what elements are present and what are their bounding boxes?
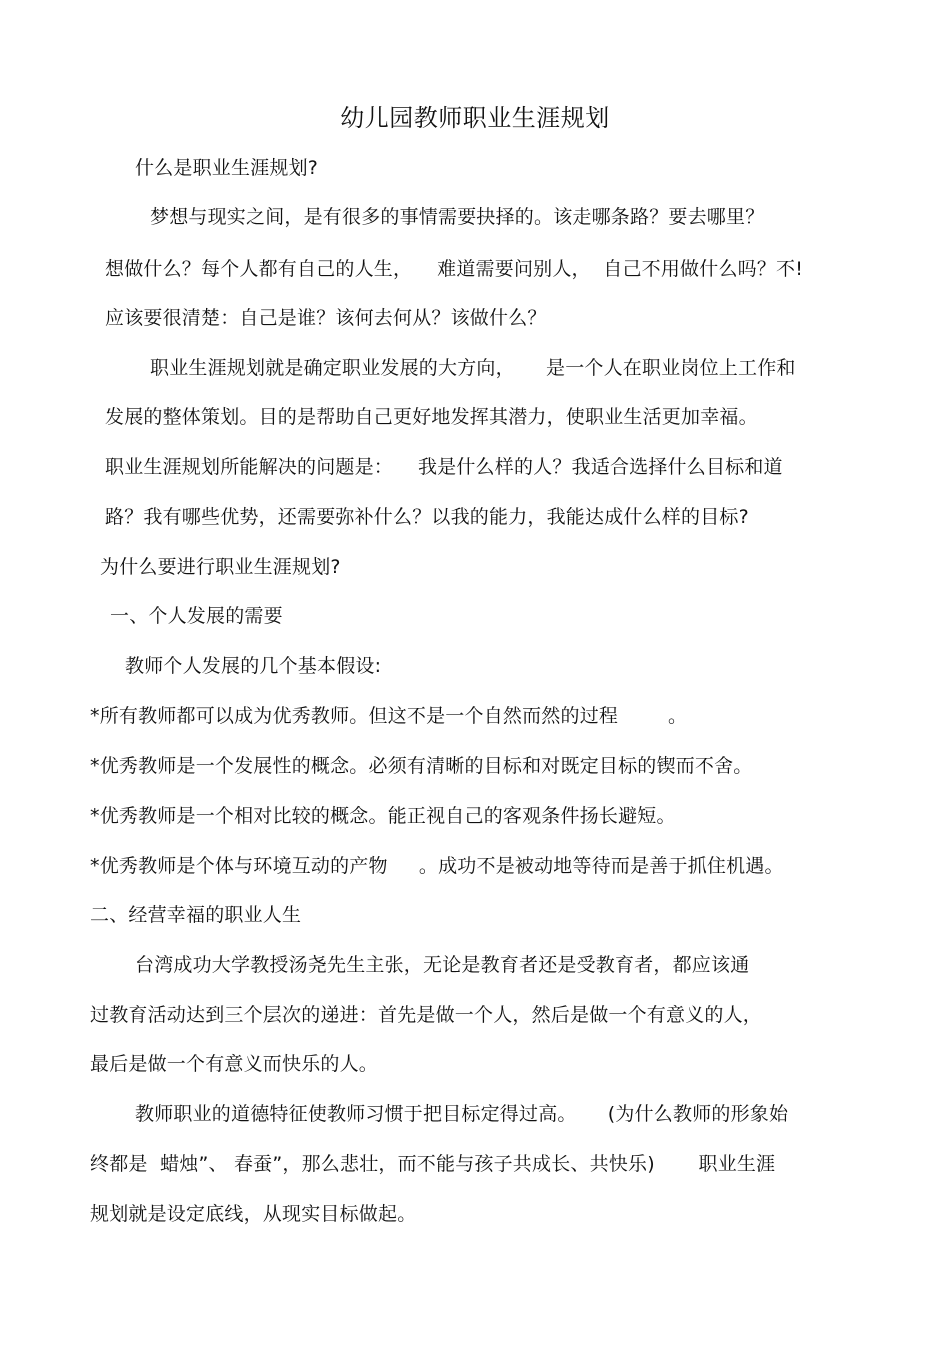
bullet-line: *所有教师都可以成为优秀教师。但这不是一个自然而然的过程 。 [90, 705, 688, 727]
text-line: 什么是职业生涯规划? [135, 157, 319, 179]
text-line: 发展的整体策划。目的是帮助自己更好地发挥其潜力，使职业生活更加幸福。 [105, 406, 758, 428]
text-line: 职业生涯规划所能解决的问题是： 我是什么样的人？我适合选择什么目标和道 [105, 456, 783, 478]
text-line: 教师职业的道德特征使教师习惯于把目标定得过高。 (为什么教师的形象始 [135, 1103, 789, 1125]
bullet-line: *优秀教师是一个发展性的概念。必须有清晰的目标和对既定目标的锲而不舍。 [90, 755, 753, 777]
text-line: 最后是做一个有意义而快乐的人。 [90, 1053, 379, 1075]
section-heading: 一、个人发展的需要 [110, 605, 283, 627]
text-line: 想做什么？每个人都有自己的人生， 难道需要问别人， 自己不用做什么吗？不! [105, 258, 804, 280]
text-line: 应该要很清楚：自己是谁？该何去何从？该做什么？ [105, 307, 547, 329]
text-line: 教师个人发展的几个基本假设: [125, 655, 382, 677]
document-title: 幼儿园教师职业生涯规划 [340, 104, 610, 132]
text-line: 台湾成功大学教授汤尧先生主张，无论是教育者还是受教育者，都应该通 [135, 954, 750, 976]
text-line: 终都是 蜡烛”、 春蚕”，那么悲壮，而不能与孩子共成长、共快乐) 职业生涯 [90, 1153, 776, 1175]
text-line: 职业生涯规划就是确定职业发展的大方向， 是一个人在职业岗位上工作和 [150, 357, 796, 379]
text-line: 规划就是设定底线，从现实目标做起。 [90, 1203, 417, 1225]
bullet-line: *优秀教师是一个相对比较的概念。能正视自己的客观条件扬长避短。 [90, 805, 676, 827]
text-line: 路？我有哪些优势，还需要弥补什么？以我的能力，我能达成什么样的目标? [105, 506, 749, 528]
section-heading: 二、经营幸福的职业人生 [90, 904, 302, 926]
text-line: 过教育活动达到三个层次的递进：首先是做一个人，然后是做一个有意义的人， [90, 1004, 763, 1026]
text-line: 梦想与现实之间，是有很多的事情需要抉择的。该走哪条路？要去哪里？ [150, 206, 765, 228]
bullet-line: *优秀教师是个体与环境互动的产物 。成功不是被动地等待而是善于抓住机遇。 [90, 855, 784, 877]
text-line: 为什么要进行职业生涯规划? [100, 556, 341, 578]
